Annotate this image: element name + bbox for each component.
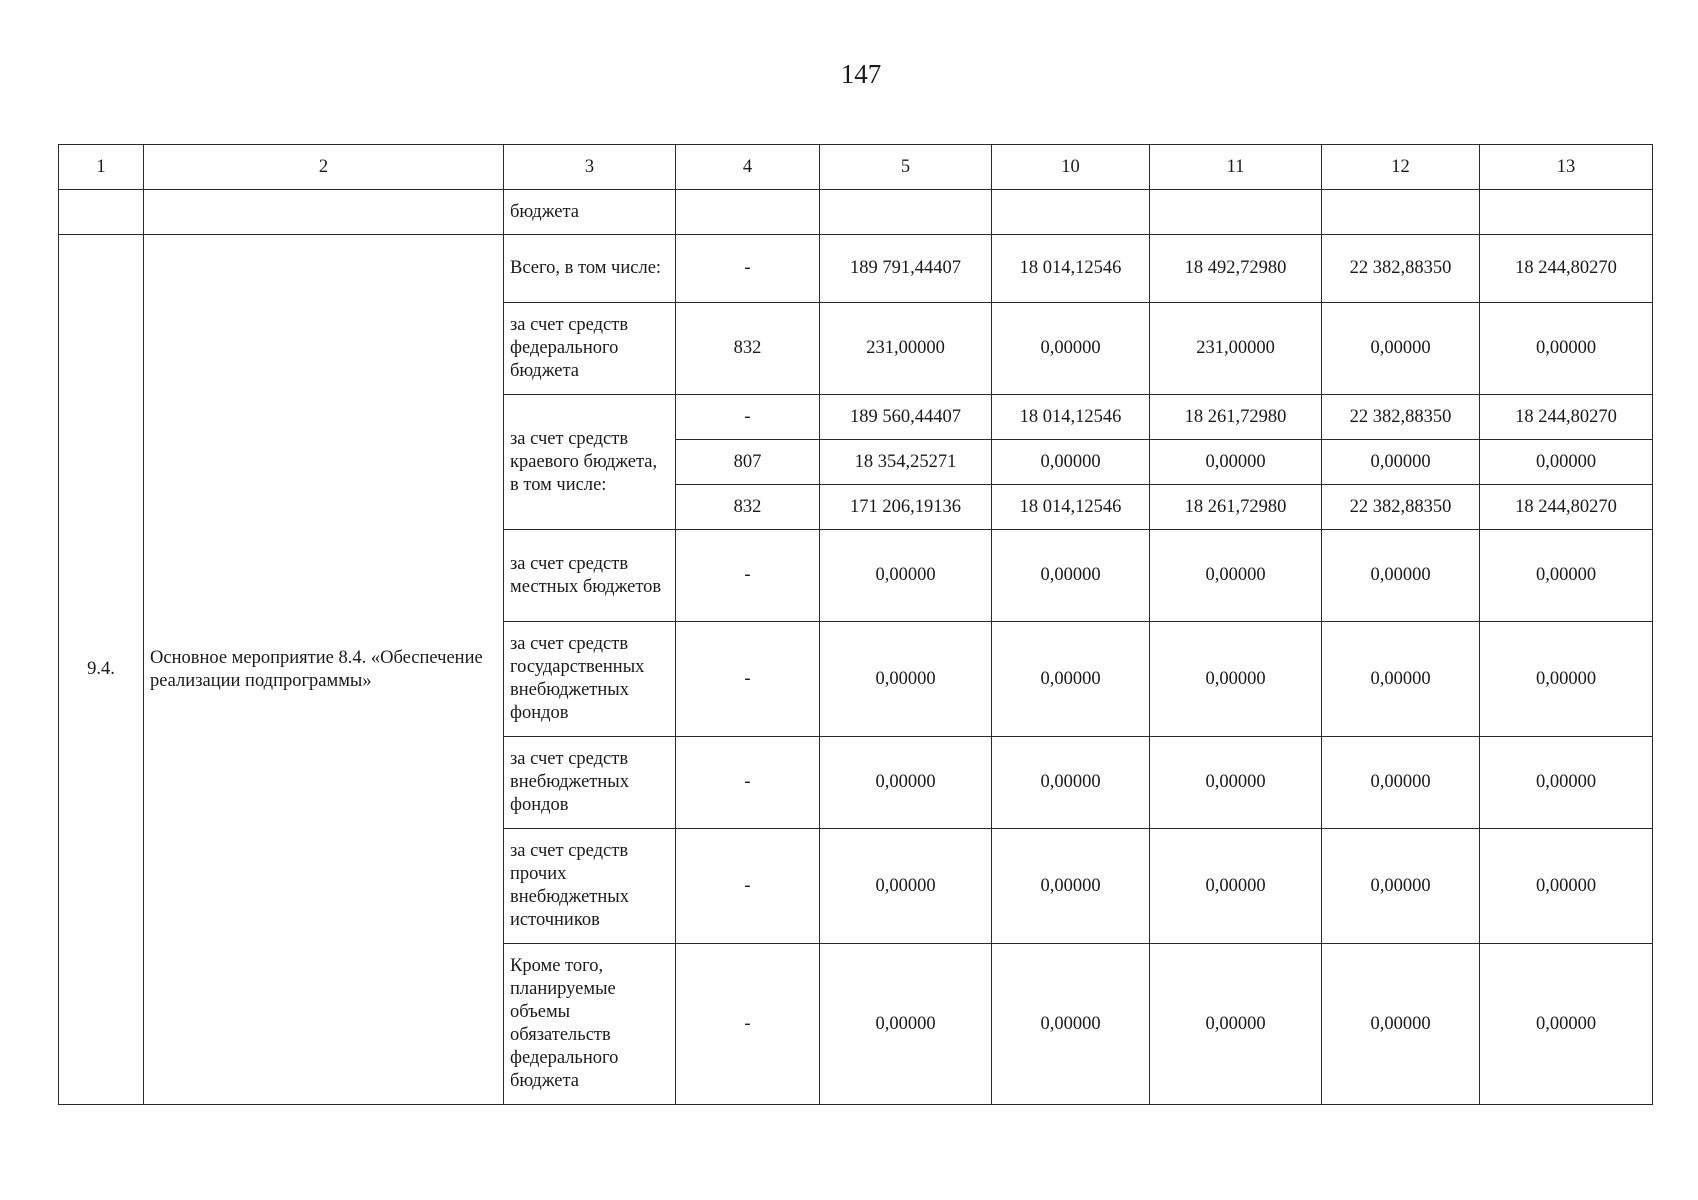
code-cell: 832 [676,303,820,395]
source-cell: за счет средств государственных внебюджетных фондов [504,622,676,737]
code-cell: - [676,829,820,944]
header-cell: 3 [504,145,676,190]
value-cell: 0,00000 [820,622,992,737]
value-cell: 0,00000 [1480,737,1653,829]
value-cell: 18 014,12546 [992,235,1150,303]
code-cell: - [676,944,820,1105]
value-cell: 231,00000 [1150,303,1322,395]
header-cell: 4 [676,145,820,190]
source-cell: за счет средств федерального бюджета [504,303,676,395]
empty-cell [1480,190,1653,235]
header-cell: 1 [59,145,144,190]
value-cell: 0,00000 [992,303,1150,395]
value-cell: 0,00000 [992,737,1150,829]
value-cell: 0,00000 [1322,530,1480,622]
value-cell: 0,00000 [1150,737,1322,829]
empty-cell [820,190,992,235]
code-cell: 807 [676,440,820,485]
value-cell: 18 244,80270 [1480,395,1653,440]
value-cell: 0,00000 [1150,440,1322,485]
code-cell: - [676,622,820,737]
value-cell: 0,00000 [1150,622,1322,737]
value-cell: 0,00000 [1480,829,1653,944]
empty-cell [992,190,1150,235]
header-cell: 11 [1150,145,1322,190]
value-cell: 0,00000 [1150,829,1322,944]
value-cell: 18 244,80270 [1480,485,1653,530]
empty-cell [1150,190,1322,235]
item-name: Основное мероприятие 8.4. «Обеспечение реализации подпрограммы» [144,235,504,1105]
source-cell: за счет средств краевого бюджета, в том числе: [504,395,676,530]
value-cell: 0,00000 [992,530,1150,622]
value-cell: 0,00000 [1480,530,1653,622]
source-cell: Всего, в том числе: [504,235,676,303]
source-cell: Кроме того, планируемые объемы обязательств федерального бюджета [504,944,676,1105]
value-cell: 0,00000 [1322,440,1480,485]
header-cell: 10 [992,145,1150,190]
value-cell: 0,00000 [992,440,1150,485]
empty-cell [1322,190,1480,235]
source-cell: за счет средств местных бюджетов [504,530,676,622]
value-cell: 0,00000 [992,622,1150,737]
value-cell: 189 560,44407 [820,395,992,440]
value-cell: 171 206,19136 [820,485,992,530]
code-cell: - [676,235,820,303]
value-cell: 18 492,72980 [1150,235,1322,303]
value-cell: 0,00000 [820,829,992,944]
value-cell: 0,00000 [1480,944,1653,1105]
value-cell: 0,00000 [1480,303,1653,395]
value-cell: 0,00000 [992,944,1150,1105]
value-cell: 0,00000 [1322,829,1480,944]
code-cell: - [676,737,820,829]
value-cell: 22 382,88350 [1322,485,1480,530]
value-cell: 0,00000 [1322,622,1480,737]
value-cell: 0,00000 [820,737,992,829]
header-cell: 12 [1322,145,1480,190]
value-cell: 0,00000 [820,944,992,1105]
value-cell: 18 354,25271 [820,440,992,485]
code-cell: - [676,395,820,440]
table-row [59,235,1653,303]
page-number: 147 [840,59,882,89]
value-cell: 18 014,12546 [992,485,1150,530]
empty-cell [144,190,504,235]
value-cell: 0,00000 [1480,440,1653,485]
source-cell: за счет средств внебюджетных фондов [504,737,676,829]
value-cell: 189 791,44407 [820,235,992,303]
empty-cell [676,190,820,235]
item-number: 9.4. [59,235,144,1105]
budget-table [58,144,1653,1105]
value-cell: 231,00000 [820,303,992,395]
value-cell: 22 382,88350 [1322,395,1480,440]
value-cell: 18 244,80270 [1480,235,1653,303]
code-cell: - [676,530,820,622]
source-cell: бюджета [504,190,676,235]
header-cell: 13 [1480,145,1653,190]
code-cell: 832 [676,485,820,530]
source-cell: за счет средств прочих внебюджетных источников [504,829,676,944]
value-cell: 0,00000 [1150,944,1322,1105]
header-row [59,145,1653,190]
value-cell: 0,00000 [1150,530,1322,622]
header-cell: 2 [144,145,504,190]
value-cell: 22 382,88350 [1322,235,1480,303]
header-cell: 5 [820,145,992,190]
value-cell: 0,00000 [1480,622,1653,737]
value-cell: 18 014,12546 [992,395,1150,440]
value-cell: 18 261,72980 [1150,485,1322,530]
value-cell: 0,00000 [1322,944,1480,1105]
continuation-row [59,190,1653,235]
value-cell: 0,00000 [992,829,1150,944]
value-cell: 0,00000 [1322,737,1480,829]
value-cell: 0,00000 [820,530,992,622]
value-cell: 0,00000 [1322,303,1480,395]
empty-cell [59,190,144,235]
value-cell: 18 261,72980 [1150,395,1322,440]
